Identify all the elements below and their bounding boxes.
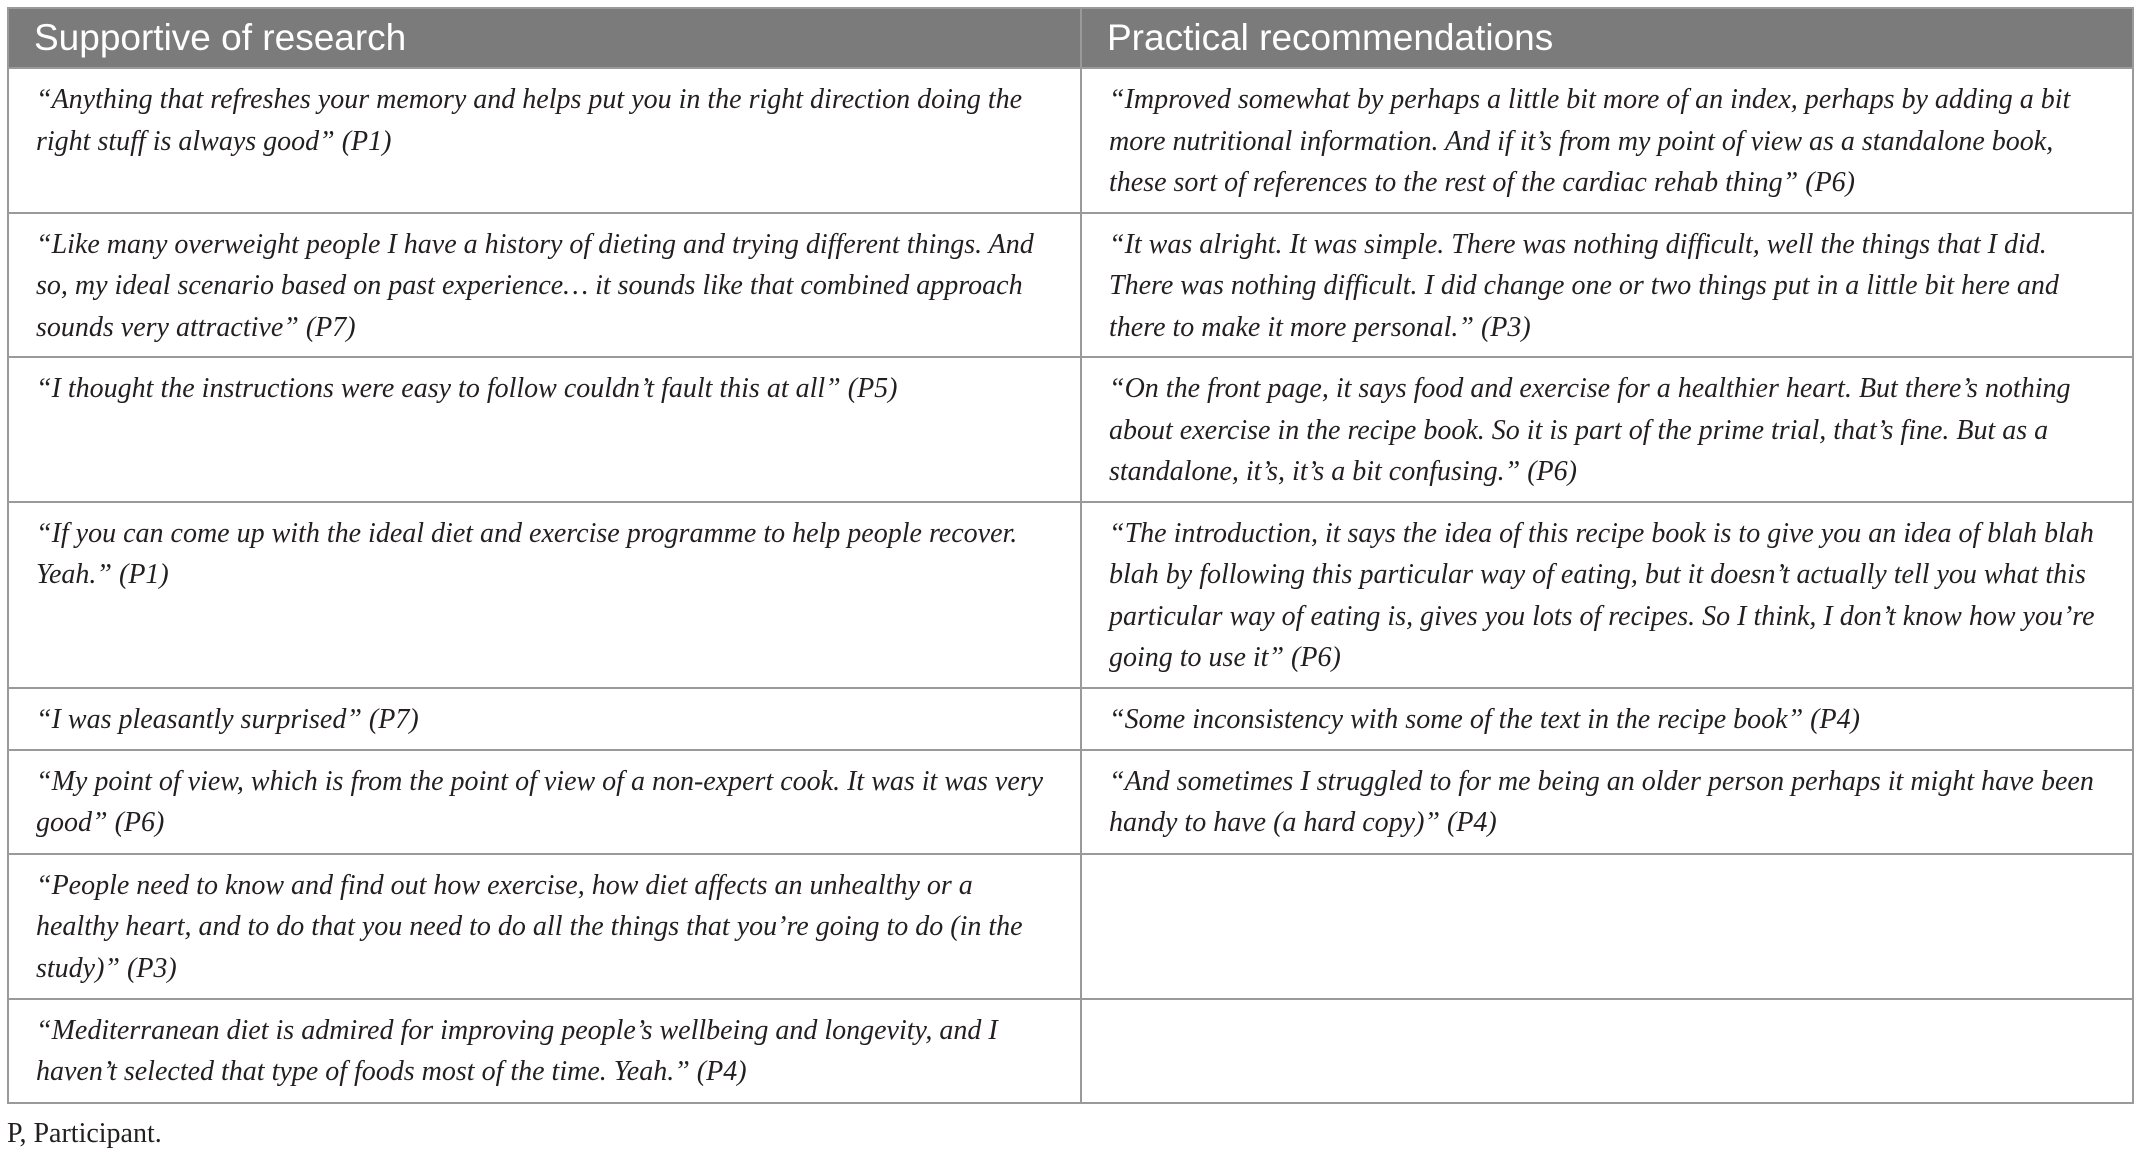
quotes-table — [7, 7, 2134, 1104]
quotes-table-container — [7, 7, 2132, 1104]
supportive-quote-cell: “My point of view, which is from the point of view of a non-expert cook. It was it was very good” (P6) — [8, 750, 1081, 854]
header-supportive-of-research: Supportive of research — [8, 8, 1081, 68]
table-row — [8, 213, 2133, 358]
supportive-quote-cell: “Anything that refreshes your memory and helps put you in the right direction doing the right stuff is always good” (P1) — [8, 68, 1081, 213]
recommendation-quote-cell: “Improved somewhat by perhaps a little bit more of an index, perhaps by adding a bit more nutritional information. And if it’s from my point of view as a standalone book, these sort of references to the rest of the cardiac rehab thing” (P6) — [1081, 68, 2133, 213]
recommendation-quote-cell: “Some inconsistency with some of the text in the recipe book” (P4) — [1081, 688, 2133, 750]
header-practical-recommendations: Practical recommendations — [1081, 8, 2133, 68]
supportive-quote-cell: “If you can come up with the ideal diet and exercise programme to help people recover. Yeah.” (P1) — [8, 502, 1081, 688]
table-row — [8, 357, 2133, 502]
recommendation-quote-cell — [1081, 854, 2133, 999]
table-row — [8, 999, 2133, 1103]
table-row — [8, 68, 2133, 213]
table-row — [8, 688, 2133, 750]
table-row — [8, 854, 2133, 999]
table-row — [8, 502, 2133, 688]
supportive-quote-cell: “Like many overweight people I have a history of dieting and trying different things. And so, my ideal scenario based on past experience… it sounds like that combined approach sounds very attractive” (P7) — [8, 213, 1081, 358]
supportive-quote-cell: “I was pleasantly surprised” (P7) — [8, 688, 1081, 750]
recommendation-quote-cell: “The introduction, it says the idea of this recipe book is to give you an idea of blah blah blah by following this particular way of eating, but it doesn’t actually tell you what this particular way of eating is, gives you lots of recipes. So I think, I don’t know how you’re going to use it” (P6) — [1081, 502, 2133, 688]
table-row — [8, 750, 2133, 854]
header-row — [8, 8, 2133, 68]
supportive-quote-cell: “Mediterranean diet is admired for improving people’s wellbeing and longevity, and I haven’t selected that type of foods most of the time. Yeah.” (P4) — [8, 999, 1081, 1103]
supportive-quote-cell: “I thought the instructions were easy to follow couldn’t fault this at all” (P5) — [8, 357, 1081, 502]
recommendation-quote-cell: “And sometimes I struggled to for me being an older person perhaps it might have been handy to have (a hard copy)” (P4) — [1081, 750, 2133, 854]
table-footnote: P, Participant. — [7, 1118, 162, 1149]
supportive-quote-cell: “People need to know and find out how exercise, how diet affects an unhealthy or a healthy heart, and to do that you need to do all the things that you’re going to do (in the study)” (P3) — [8, 854, 1081, 999]
recommendation-quote-cell — [1081, 999, 2133, 1103]
recommendation-quote-cell: “On the front page, it says food and exercise for a healthier heart. But there’s nothing about exercise in the recipe book. So it is part of the prime trial, that’s fine. But as a standalone, it’s, it’s a bit confusing.” (P6) — [1081, 357, 2133, 502]
recommendation-quote-cell: “It was alright. It was simple. There was nothing difficult, well the things that I did. There was nothing difficult. I did change one or two things put in a little bit here and there to make it more personal.” (P3) — [1081, 213, 2133, 358]
